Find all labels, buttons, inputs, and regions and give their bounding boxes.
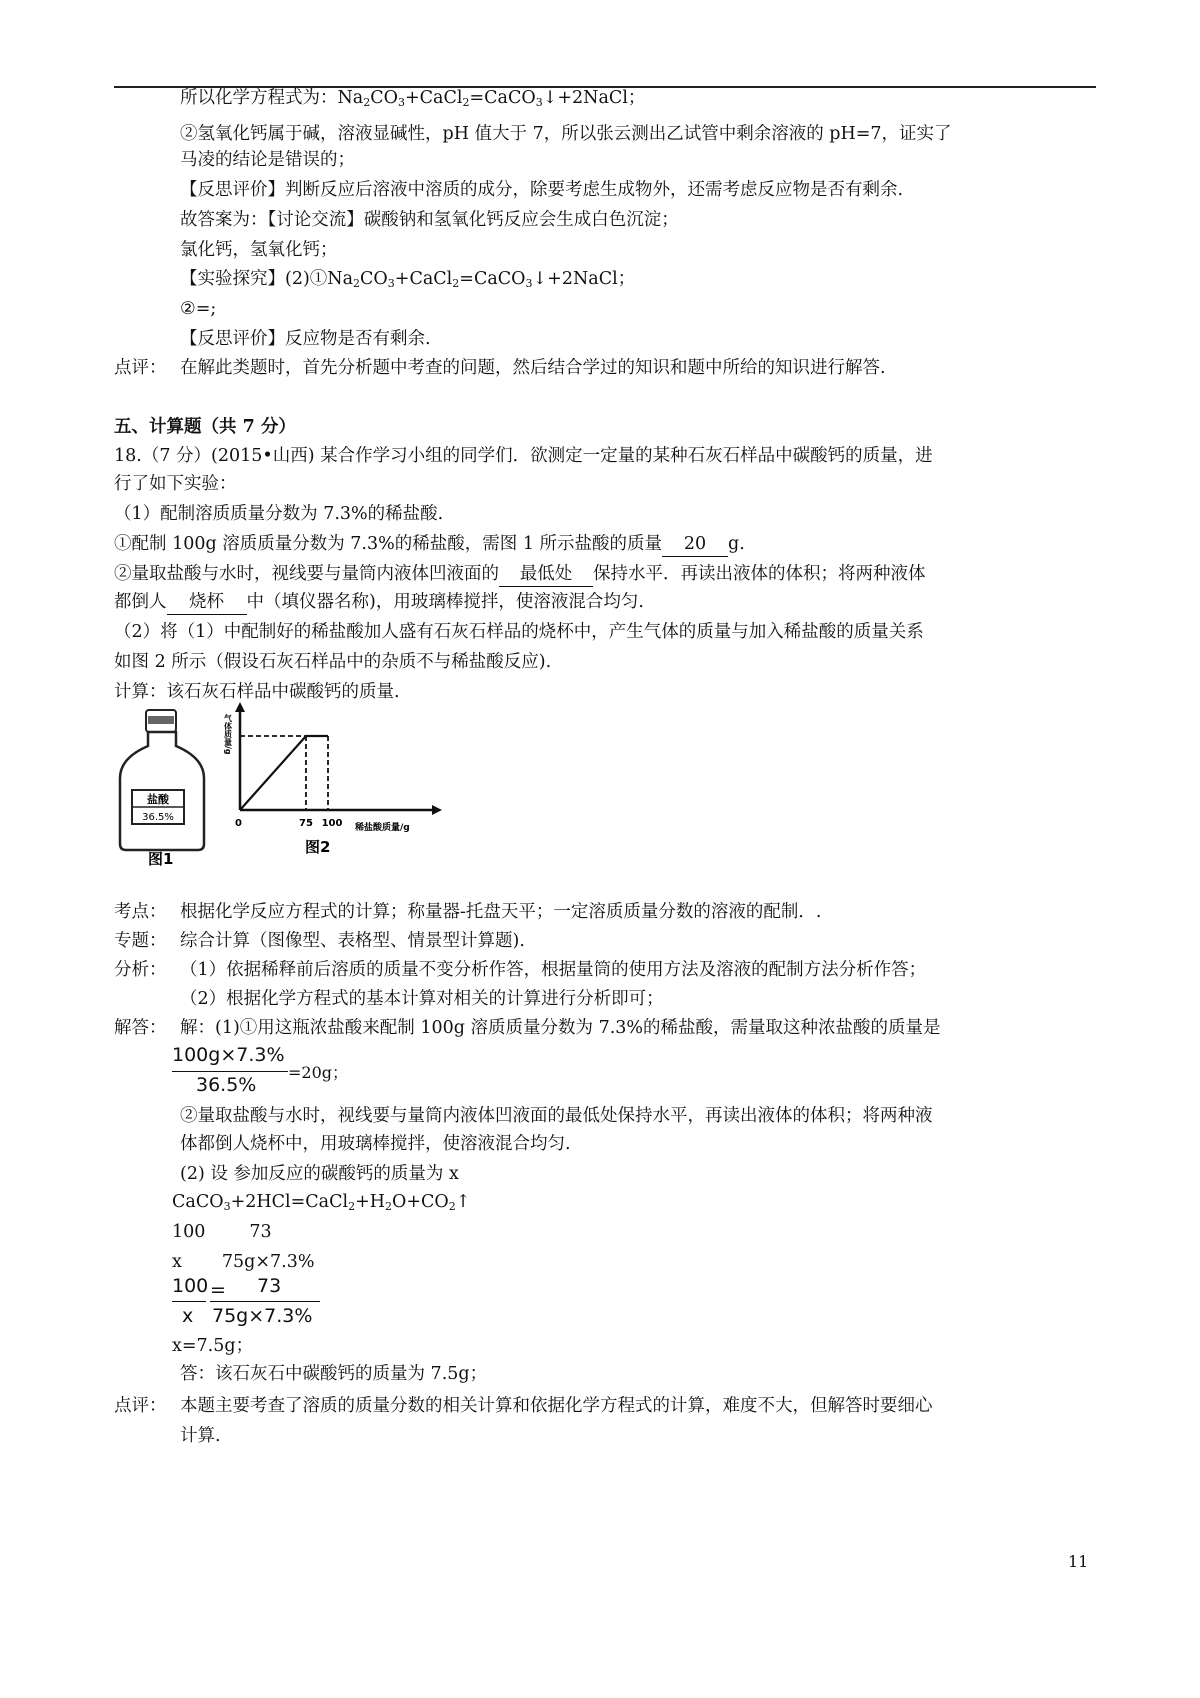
text-line: 在解此类题时，首先分析题中考查的问题，然后结合学过的知识和题中所给的知识进行解答. (180, 358, 886, 378)
bottle-cap-band (148, 716, 174, 724)
y-axis-arrow (235, 702, 245, 712)
x-axis-label: 稀盐酸质量/g (355, 823, 410, 833)
fraction-2-right-numerator: 73 (257, 1275, 282, 1297)
text-line: （2）根据化学方程式的基本计算对相关的计算进行分析即可； (180, 989, 664, 1009)
fraction-2 (172, 1275, 372, 1335)
x-tick-75: 75 (299, 818, 313, 829)
fraction-1-numerator: 100g×7.3% (172, 1044, 285, 1066)
y-axis-label: 气体质量/g (223, 714, 233, 755)
question-line: 都倒人 烧杯 中（填仪器名称)，用玻璃棒搅拌，使溶液混合均匀. (114, 590, 644, 615)
fraction-2-right-bar (210, 1301, 320, 1302)
answer-blank: 20 (662, 532, 728, 557)
fraction-2-left-denominator: x (182, 1305, 194, 1327)
figure2-caption: 图2 (305, 838, 331, 856)
question-line: 计算：该石灰石样品中碳酸钙的质量. (114, 682, 400, 702)
kaodian-label: 考点： (114, 902, 167, 922)
bottle-label-text: 盐酸 (147, 793, 169, 806)
question-line: （1）配制溶质质量分数为 7.3%的稀盐酸. (114, 504, 444, 524)
question-line: 18.（7 分）(2015•山西) 某合作学习小组的同学们．欲测定一定量的某种石灰石样品中碳酸钙的质量，进 (114, 446, 933, 466)
question-line: 行了如下实验： (114, 474, 237, 494)
answer-blank: 烧杯 (167, 590, 247, 615)
fraction-2-left-numerator: 100 (172, 1275, 209, 1297)
answer-blank: 最低处 (499, 562, 593, 587)
figure1-caption: 图1 (148, 850, 174, 866)
fraction-2-equals: = (210, 1279, 226, 1301)
reaction-equation: $CaCO_3+2HCl=CaCl_2+H_2O+CO_2↑$ (172, 1192, 471, 1213)
question-line: ①配制 100g 溶质质量分数为 7.3%的稀盐酸，需图 1 所示盐酸的质量 20 g. (114, 532, 745, 557)
page-number: 11 (1068, 1552, 1089, 1571)
question-line: 如图 2 所示（假设石灰石样品中的杂质不与稀盐酸反应). (114, 652, 552, 672)
text-line: 根据化学反应方程式的计算；称量器-托盘天平；一定溶质质量分数的溶液的配制．. (180, 902, 822, 922)
origin-label: 0 (235, 818, 242, 829)
text-line: 马凌的结论是错误的； (180, 150, 355, 170)
fraction-1 (172, 1044, 372, 1104)
ratio-row-2: x 75g×7.3% (172, 1252, 315, 1272)
answer-line: 答：该石灰石中碳酸钙的质量为 7.5g； (180, 1364, 488, 1384)
text-line: ②氢氧化钙属于碱，溶液显碱性，pH 值大于 7，所以张云测出乙试管中剩余溶液的 pH=7，证实了 (180, 124, 952, 144)
text-line: 解：(1)①用这瓶浓盐酸来配制 100g 溶质质量分数为 7.3%的稀盐酸，需量取这种浓盐酸的质量是 (180, 1018, 941, 1038)
section-title: 五、计算题（共 7 分） (114, 417, 296, 437)
zhuanti-label: 专题： (114, 931, 167, 951)
ratio-row-1: 100 73 (172, 1222, 272, 1242)
result-line: x=7.5g； (172, 1336, 254, 1356)
text-line: 故答案为：【讨论交流】碳酸钠和氢氧化钙反应会生成白色沉淀； (180, 210, 679, 230)
text-line: ②量取盐酸与水时，视线要与量筒内液体凹液面的最低处保持水平，再读出液体的体积；将两种液 (180, 1106, 933, 1126)
fraction-2-left-bar (172, 1301, 206, 1302)
text-line: 【反思评价】反应物是否有剩余. (180, 329, 431, 349)
text-line: 【反思评价】判断反应后溶液中溶质的成分，除要考虑生成物外，还需考虑反应物是否有剩余. (180, 180, 904, 200)
data-line (240, 736, 328, 810)
text-line: 体都倒人烧杯中，用玻璃棒搅拌，使溶液混合均匀. (180, 1134, 571, 1154)
text-line: (2) 设 参加反应的碳酸钙的质量为 x (180, 1164, 459, 1184)
bottle-percent-text: 36.5% (142, 812, 174, 823)
equation-line: 【实验探究】$(2)①Na_2CO_3+CaCl_2=CaCO_3↓+2NaCl$； (180, 269, 636, 290)
x-tick-100: 100 (321, 818, 343, 829)
question-line: （2）将（1）中配制好的稀盐酸加人盛有石灰石样品的烧杯中，产生气体的质量与加入稀盐酸的质量关系 (114, 622, 924, 642)
text-line: 综合计算（图像型、表格型、情景型计算题). (180, 931, 525, 951)
text-line: （1）依据稀释前后溶质的质量不变分析作答，根据量筒的使用方法及溶液的配制方法分析作答； (180, 960, 927, 980)
fraction-1-denominator: 36.5% (196, 1074, 257, 1096)
text-line: ②=; (180, 299, 217, 319)
fenxi-label: 分析： (114, 960, 167, 980)
fraction-1-result: =20g； (288, 1063, 349, 1082)
equation-line: 所以化学方程式为：$Na_2CO_3+CaCl_2=CaCO_3↓+2NaCl$； (180, 88, 646, 109)
dianping-label: 点评： (114, 1396, 167, 1416)
text-line: 计算. (180, 1426, 221, 1446)
x-axis-arrow (432, 805, 442, 815)
text-line: 氯化钙，氢氧化钙； (180, 240, 338, 260)
jieda-label: 解答： (114, 1018, 167, 1038)
figure1-bottle (110, 706, 220, 866)
dianping-label: 点评： (114, 358, 167, 378)
question-line: ②量取盐酸与水时，视线要与量筒内液体凹液面的 最低处 保持水平．再读出液体的体积；将两种液体 (114, 562, 926, 587)
text-line: 本题主要考查了溶质的质量分数的相关计算和依据化学方程式的计算，难度不大，但解答时要细心 (180, 1396, 933, 1416)
fraction-1-bar (172, 1071, 288, 1072)
figure2-graph (220, 702, 450, 862)
fraction-2-right-denominator: 75g×7.3% (212, 1305, 313, 1327)
